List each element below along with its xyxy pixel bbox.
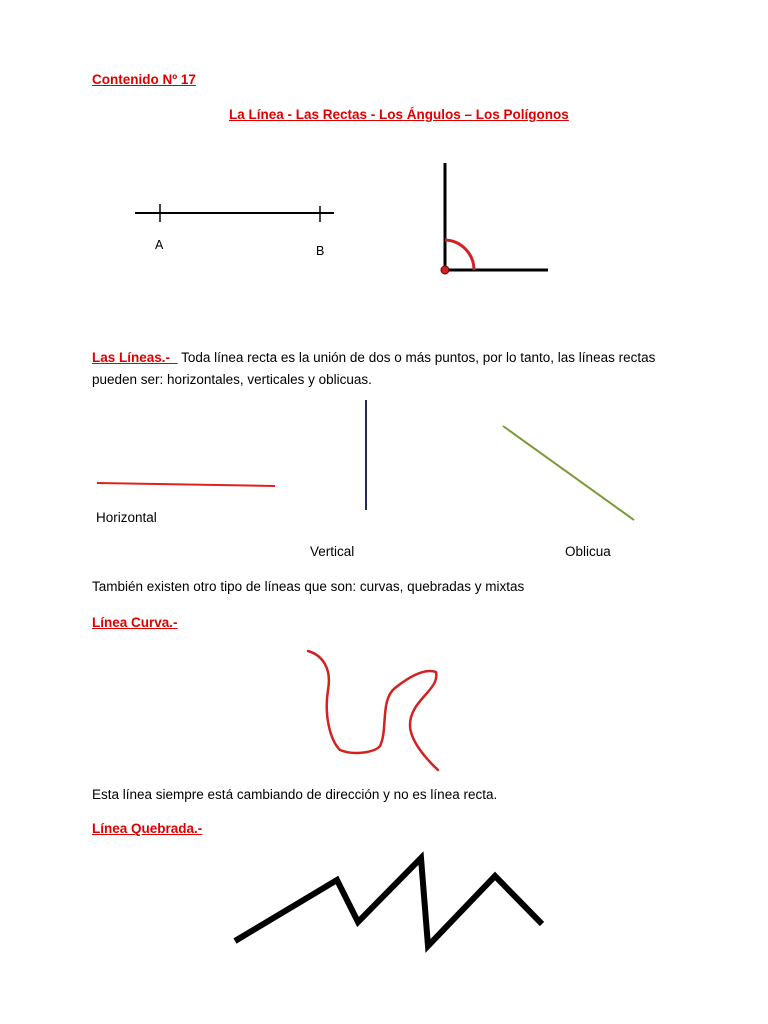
point-a-label: A (155, 238, 164, 252)
broken-line (235, 858, 542, 946)
point-b-label: B (316, 244, 325, 258)
otros-tipos-text: También existen otro tipo de líneas que son: curvas, quebradas y mixtas (92, 579, 525, 594)
lineas-heading: Las Líneas.- (92, 350, 171, 365)
curva-text: Esta línea siempre está cambiando de dirección y no es línea recta. (92, 787, 498, 802)
lineas-text-1: Toda línea recta es la unión de dos o más puntos, por lo tanto, las líneas rectas (181, 350, 656, 365)
vertical-label: Vertical (310, 544, 355, 559)
content-number: Contenido Nº 17 (92, 72, 196, 87)
lineas-text-2: pueden ser: horizontales, verticales y oblicuas. (92, 372, 372, 387)
oblique-label: Oblicua (565, 544, 611, 559)
horizontal-label: Horizontal (96, 510, 157, 525)
quebrada-heading: Línea Quebrada.- (92, 821, 203, 836)
curva-heading: Línea Curva.- (92, 615, 178, 630)
page-title: La Línea - Las Rectas - Los Ángulos – Los Polígonos (229, 107, 569, 122)
